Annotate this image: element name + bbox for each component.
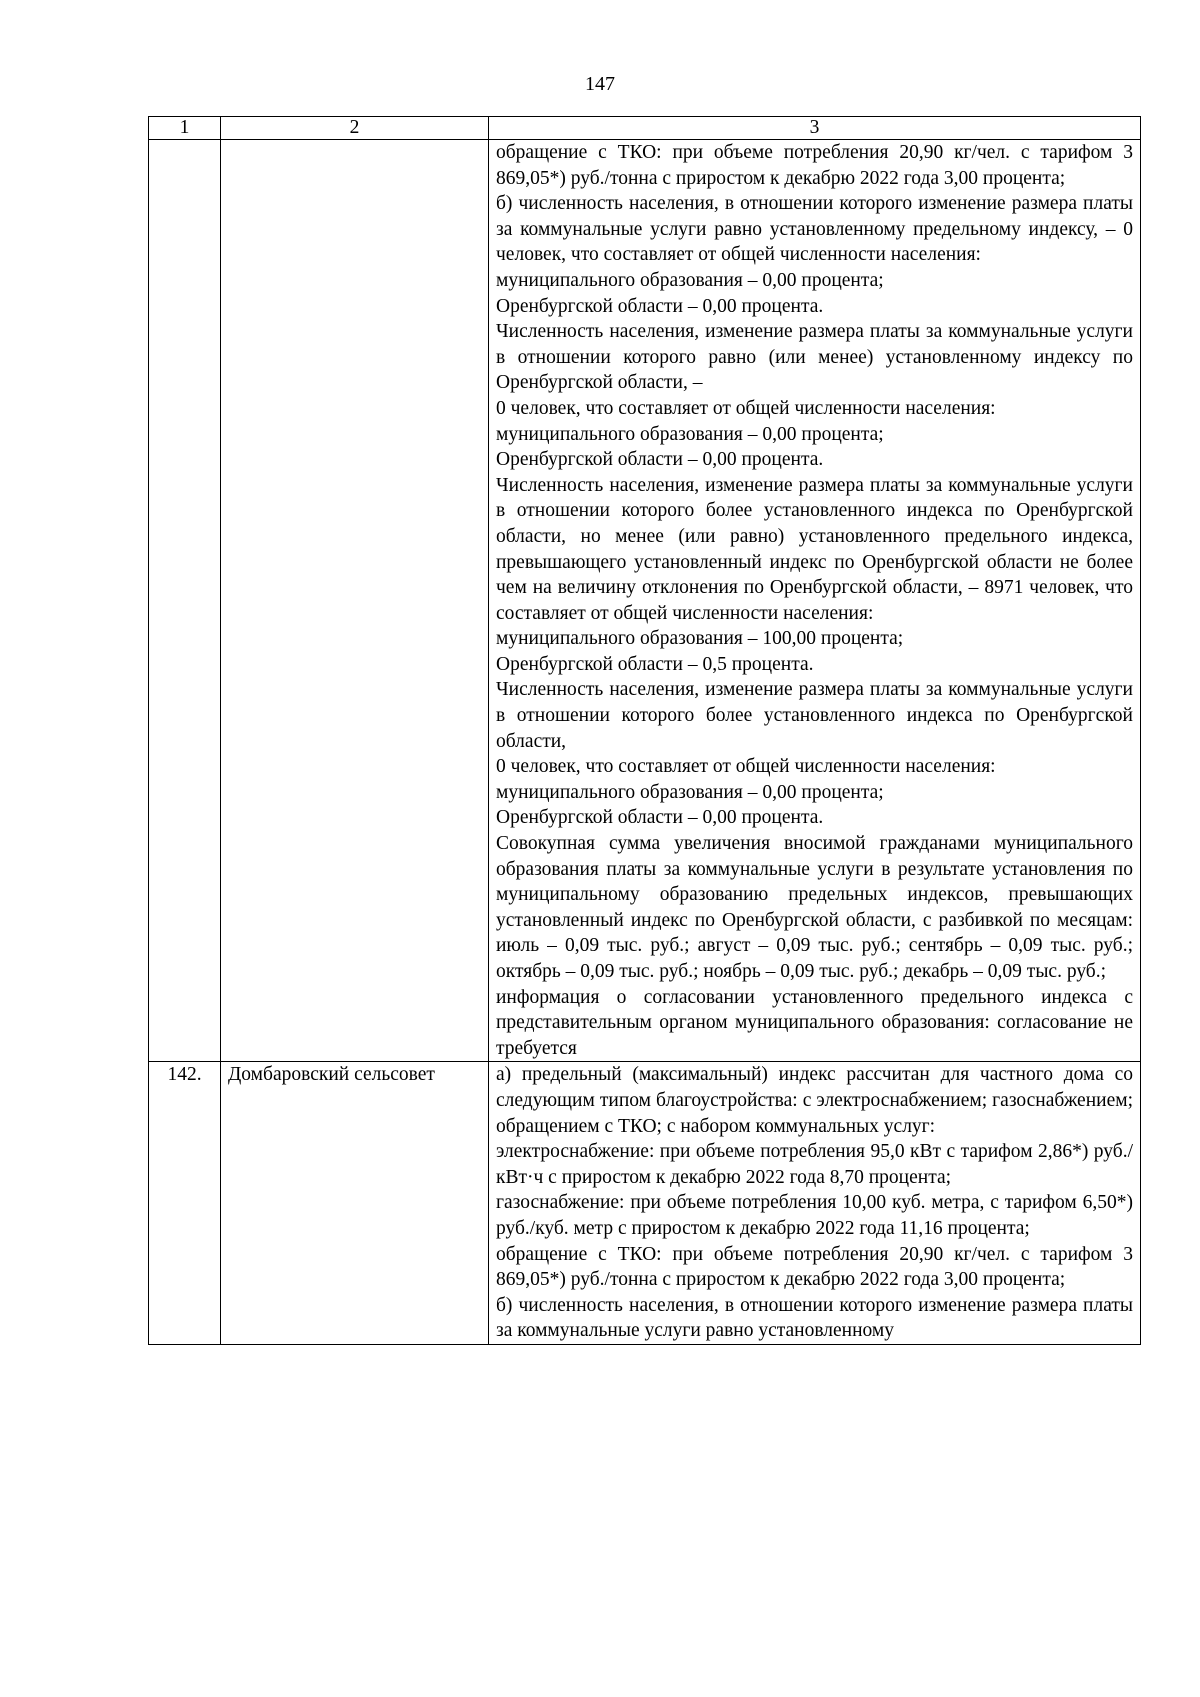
header-col-3: 3: [489, 117, 1141, 140]
header-col-1: 1: [149, 117, 221, 140]
row-description: [489, 140, 1141, 1062]
paragraph: муниципального образования – 0,00 процента;: [496, 781, 884, 803]
paragraph: обращение с ТКО: при объеме потребления 20,90 кг/чел. с тарифом 3 869,05*) руб./тонна с приростом к декабрю 2022 года 3,00 процента;: [496, 1243, 1133, 1291]
paragraph: газоснабжение: при объеме потребления 10,00 куб. метра, с тарифом 6,50*) руб./куб. метр с приростом к декабрю 2022 года 11,16 процента;: [496, 1192, 1133, 1239]
header-col-2: 2: [221, 117, 489, 140]
paragraph: электроснабжение: при объеме потребления 95,0 кВт с тарифом 2,86*) руб./кВт·ч с приростом к декабрю 2022 года 8,70 процента;: [496, 1141, 1133, 1188]
table-row: [149, 140, 1141, 1062]
paragraph: 0 человек, что составляет от общей численности населения:: [496, 397, 996, 419]
document-table: [148, 116, 1141, 1345]
paragraph: Оренбургской области – 0,00 процента.: [496, 295, 824, 317]
paragraph: Численность населения, изменение размера платы за коммунальные услуги в отношении которого равно (или менее) установленному индексу по Оренбургской области, –: [496, 321, 1133, 394]
paragraph: информация о согласовании установленного предельного индекса с представительным органом муниципального образования: согласование не требуется: [496, 986, 1133, 1059]
paragraph: муниципального образования – 0,00 процента;: [496, 423, 884, 445]
table-header-row: [149, 117, 1141, 140]
paragraph: муниципального образования – 100,00 процента;: [496, 628, 904, 650]
row-municipality: Домбаровский сельсовет: [221, 1062, 489, 1345]
paragraph: Оренбургской области – 0,00 процента.: [496, 807, 824, 829]
table-row: [149, 1062, 1141, 1345]
row-municipality: [221, 140, 489, 1062]
row-description: [489, 1062, 1141, 1345]
paragraph: б) численность населения, в отношении которого изменение размера платы за коммунальные услуги равно установленному предельному индексу, – 0 человек, что составляет от общей численности населения:: [496, 193, 1133, 266]
row-number: [149, 140, 221, 1062]
paragraph: 0 человек, что составляет от общей численности населения:: [496, 756, 996, 778]
paragraph: Оренбургской области – 0,00 процента.: [496, 449, 824, 471]
paragraph: муниципального образования – 0,00 процента;: [496, 269, 884, 291]
paragraph: Совокупная сумма увеличения вносимой гражданами муниципального образования платы за коммунальные услуги в результате установления по муниципальному образованию предельных индексов, превышающих установленный индекс по Оренбургской области, с разбивкой по месяцам: июль – 0,09 тыс. руб.; август – 0,09 тыс. руб.; сентябрь – 0,09 тыс. руб.; октябрь – 0,09 тыс. руб.; ноябрь – 0,09 тыс. руб.; декабрь – 0,09 тыс. руб.;: [496, 833, 1133, 982]
page-number: 147: [585, 73, 615, 95]
paragraph: обращение с ТКО: при объеме потребления 20,90 кг/чел. с тарифом 3 869,05*) руб./тонна с приростом к декабрю 2022 года 3,00 процента;: [496, 142, 1133, 189]
paragraph: а) предельный (максимальный) индекс рассчитан для частного дома со следующим типом благоустройства: с электроснабжением; газоснабжением; обращением с ТКО; с набором коммунальных услуг:: [496, 1064, 1133, 1137]
paragraph: Численность населения, изменение размера платы за коммунальные услуги в отношении которого более установленного индекса по Оренбургской области, но менее (или равно) установленного предельного индекса, превышающего установленный индекс по Оренбургской области не более чем на величину отклонения по Оренбургской области, – 8971 человек, что составляет от общей численности населения:: [496, 474, 1133, 624]
paragraph: Численность населения, изменение размера платы за коммунальные услуги в отношении которого более установленного индекса по Оренбургской области,: [496, 679, 1133, 752]
paragraph: б) численность населения, в отношении которого изменение размера платы за коммунальные услуги равно установленному: [496, 1294, 1133, 1342]
row-number: 142.: [149, 1062, 221, 1345]
paragraph: Оренбургской области – 0,5 процента.: [496, 653, 814, 675]
